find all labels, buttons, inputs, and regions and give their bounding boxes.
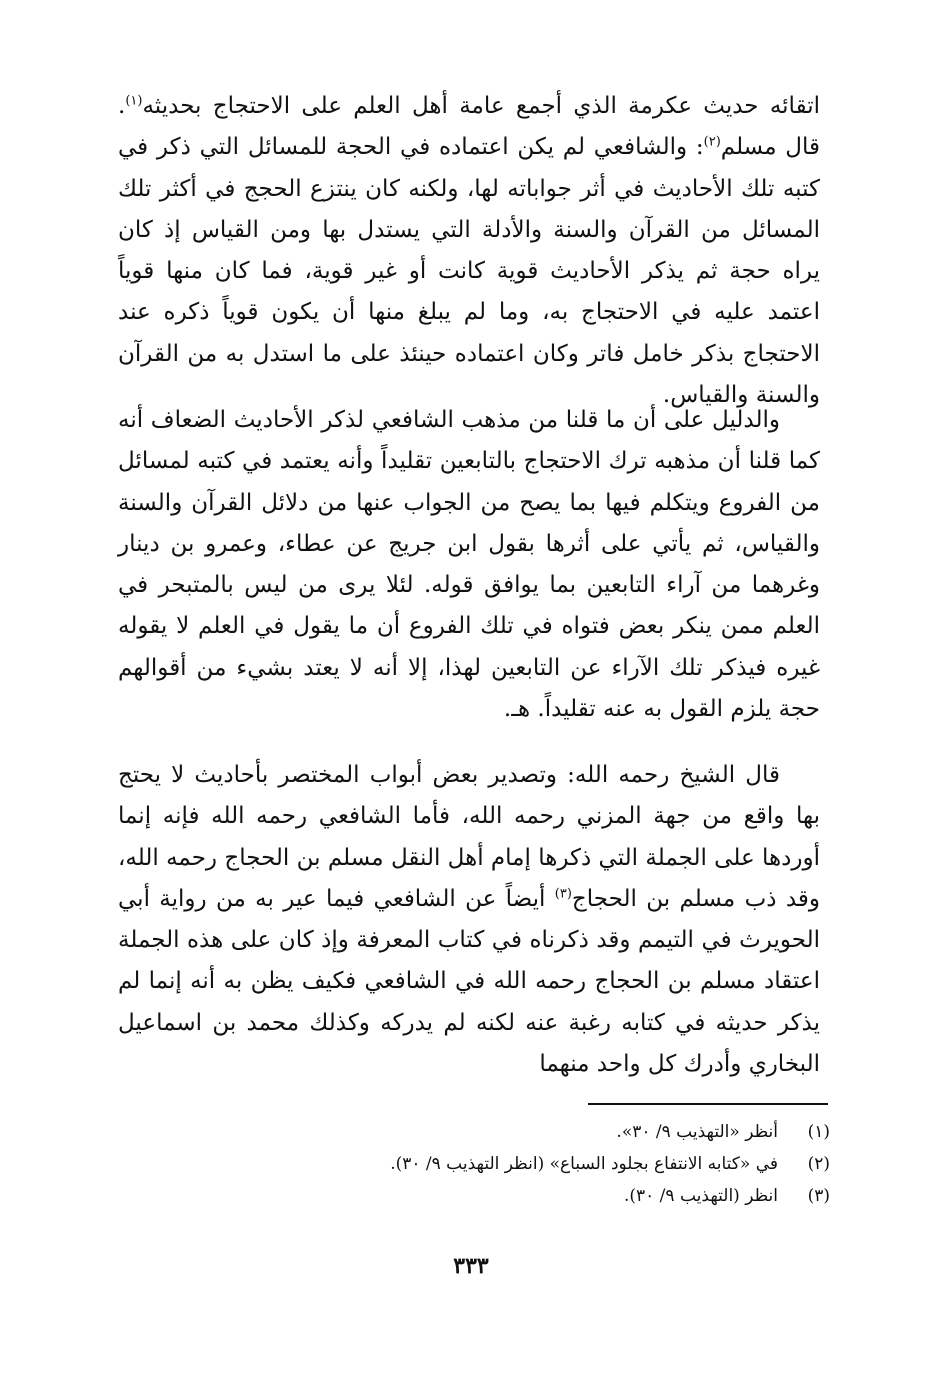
paragraph-2-text: والدليل على أن ما قلنا من مذهب الشافعي لذكر الأحاديث الضعاف أنه كما قلنا أن مذهبه ترك الاحتجاج بالتابعين تقليداً وأنه يعتمد في كتبه لمسائل من الفروع ويتكلم فيها بما يصح من الجواب عنها من دلائل القرآن والسنة والقياس، ثم يأتي على أثرها بقول ابن جريج عن عطاء، وعمرو بن دينار وغرهما من آراء التابعين بما يوافق قوله. لئلا يرى من ليس بالمتبحر في العلم ممن ينكر بعض فتواه في تلك الفروع أن ما يقول في العلم لا يقوله غيره فيذكر تلك الآراء عن التابعين لهذا، إلا أنه لا يعتد بشيء من أقوالهم حجة يلزم القول به عنه تقليداً. هـ.: [118, 407, 820, 723]
footnote-ref-1: (١): [125, 93, 143, 109]
footnote-text: في «كتابه الانتفاع بجلود السباع» (انظر التهذيب ٩/ ٣٠).: [390, 1154, 778, 1174]
paragraph-3-text-a: قال الشيخ رحمه الله: وتصدير بعض أبواب المختصر بأحاديث لا يحتج بها واقع من جهة المزني رحمه الله، فأما الشافعي رحمه الله فإنه إنما أوردها على الجملة التي ذكرها إمام أهل النقل مسلم بن الحجاج رحمه الله، وقد ذب مسلم بن الحجاج: [118, 762, 820, 912]
footnote-text: انظر (التهذيب ٩/ ٣٠).: [623, 1186, 778, 1206]
footnote-text: أنظر «التهذيب ٩/ ٣٠».: [616, 1122, 778, 1142]
footnote-number: (٣): [807, 1186, 830, 1206]
footnote-number: (١): [807, 1122, 830, 1142]
paragraph-1-text-a: اتقائه حديث عكرمة الذي أجمع عامة أهل العلم على الاحتجاج بحديثه: [142, 93, 820, 119]
paragraph-2: [118, 400, 820, 730]
paragraph-1-text-c: : والشافعي لم يكن اعتماده في الحجة للمسائل التي ذكر في كتبه تلك الأحاديث في أثر جواباته لها، ولكنه كان ينتزع الحجج في أكثر تلك المسائل من القرآن والسنة والأدلة التي يستدل بها ومن القياس إذ كان يراه حجة ثم يذكر الأحاديث قوية كانت أو غير قوية، فما كان منها قوياً اعتمد عليه في الاحتجاج به، وما لم يبلغ منها أن يكون قوياً ذكره عند الاحتجاج بذكر خامل فاتر وكان اعتماده حينئذ على ما استدل به من القرآن والسنة والقياس.: [118, 134, 820, 409]
page-number: ٣٣٣: [453, 1253, 489, 1279]
footnote-1: [200, 1116, 830, 1148]
footnote-3: [200, 1180, 830, 1212]
footnote-ref-2: (٢): [703, 134, 721, 150]
footnote-ref-3: (٣): [554, 886, 572, 902]
paragraph-3: [118, 755, 820, 1085]
paragraph-1: [118, 86, 820, 416]
footnote-2: [200, 1148, 830, 1180]
footnote-number: (٢): [807, 1154, 830, 1174]
footnote-separator: [588, 1103, 828, 1105]
footnotes: [200, 1116, 830, 1212]
paragraph-3-text-b: أيضاً عن الشافعي فيما عير به من رواية أبي الحويرث في التيمم وقد ذكرناه في كتاب المعرفة وإذ كان على هذه الجملة اعتقاد مسلم بن الحجاج رحمه الله في الشافعي فكيف يظن به أنه إنما لم يذكر حديثه في كتابه رغبة عنه لكنه لم يدركه وكذلك محمد بن اسماعيل البخاري وأدرك كل واحد منهما: [118, 885, 820, 1078]
paragraph-1-text-b: . قال مسلم: [118, 93, 820, 161]
